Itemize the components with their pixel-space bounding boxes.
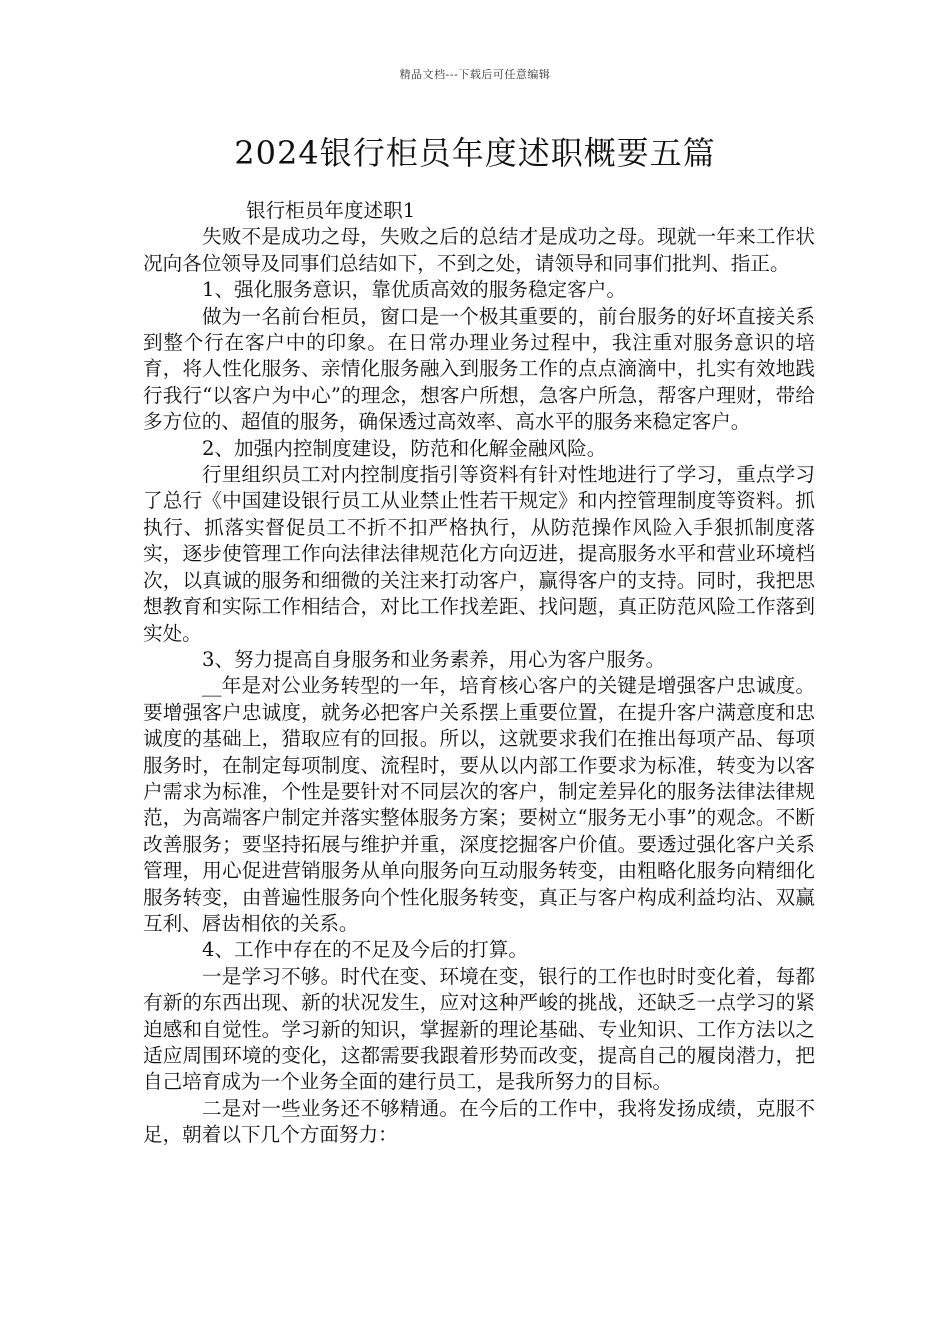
section-heading-2: 2、加强内控制度建设，防范和化解金融风险。 bbox=[202, 436, 607, 460]
section-subtitle: 银行柜员年度述职1 bbox=[246, 199, 416, 222]
section-heading-3: 3、努力提高自身服务和业务素养，用心为客户服务。 bbox=[202, 647, 666, 671]
paragraph-1: 做为一名前台柜员，窗口是一个极其重要的，前台服务的好坏直接关系到整个行在客户中的印象。在日常办理业务过程中，我注重对服务意识的培育，将人性化服务、亲情化服务融入到服务工作的点点滴滴中，扎实有效地践行我行“以客户为中心”的理念，想客户所想，急客户所急，帮客户理财，带给多方位的、超值的服务，确保透过高效率、高水平的服务来稳定客户。 bbox=[143, 304, 815, 434]
paragraph-intro: 失败不是成功之母，失败之后的总结才是成功之母。现就一年来工作状况向各位领导及同事们总结如下，不到之处，请领导和同事们批判、指正。 bbox=[143, 225, 815, 275]
section-heading-1: 1、强化服务意识，靠优质高效的服务稳定客户。 bbox=[202, 278, 626, 302]
paragraph-4b: 二是对一些业务还不够精通。在今后的工作中，我将发扬成绩，克服不足，朝着以下几个方面努力： bbox=[143, 1096, 815, 1147]
document-body bbox=[143, 198, 815, 1149]
section-heading-4: 4、工作中存在的不足及今后的打算。 bbox=[202, 938, 528, 962]
page-header: 精品文档---下载后可任意编辑 bbox=[399, 68, 551, 81]
paragraph-3: __年是对公业务转型的一年，培育核心客户的关键是增强客户忠诚度。要增强客户忠诚度，就务必把客户关系摆上重要位置，在提升客户满意度和忠诚度的基础上，猎取应有的回报。所以，这就要求我们在推出每项产品、每项服务时，在制定每项制度、流程时，要从以内部工作要求为标准，转变为以客户需求为标准，个性是要针对不同层次的客户，制定差异化的服务法律法律规范，为高端客户制定并落实整体服务方案；要树立“服务无小事”的观念。不断改善服务；要坚持拓展与维护并重，深度挖掘客户价值。要透过强化客户关系管理，用心促进营销服务从单向服务向互动服务转变，由粗略化服务向精细化服务转变，由普遍性服务向个性化服务转变，真正与客户构成利益均沾、双赢互利、唇齿相依的关系。 bbox=[143, 674, 815, 935]
paragraph-2: 行里组织员工对内控制度指引等资料有针对性地进行了学习，重点学习了总行《中国建设银行员工从业禁止性若干规定》和内控管理制度等资料。抓执行、抓落实督促员工不折不扣严格执行，从防范操作风险入手狠抓制度落实，逐步使管理工作向法律法律规范化方向迈进，提高服务水平和营业环境档次，以真诚的服务和细微的关注来打动客户，赢得客户的支持。同时，我把思想教育和实际工作相结合，对比工作找差距、找问题，真正防范风险工作落到实处。 bbox=[143, 463, 815, 645]
paragraph-4a: 一是学习不够。时代在变、环境在变，银行的工作也时时变化着，每都有新的东西出现、新的状况发生，应对这种严峻的挑战，还缺乏一点学习的紧迫感和自觉性。学习新的知识，掌握新的理论基础、专业知识、工作方法以之适应周围环境的变化，这都需要我跟着形势而改变，提高自己的履岗潜力，把自己培育成为一个业务全面的建行员工，是我所努力的目标。 bbox=[143, 964, 815, 1094]
document-title: 2024银行柜员年度述职概要五篇 bbox=[234, 134, 716, 172]
